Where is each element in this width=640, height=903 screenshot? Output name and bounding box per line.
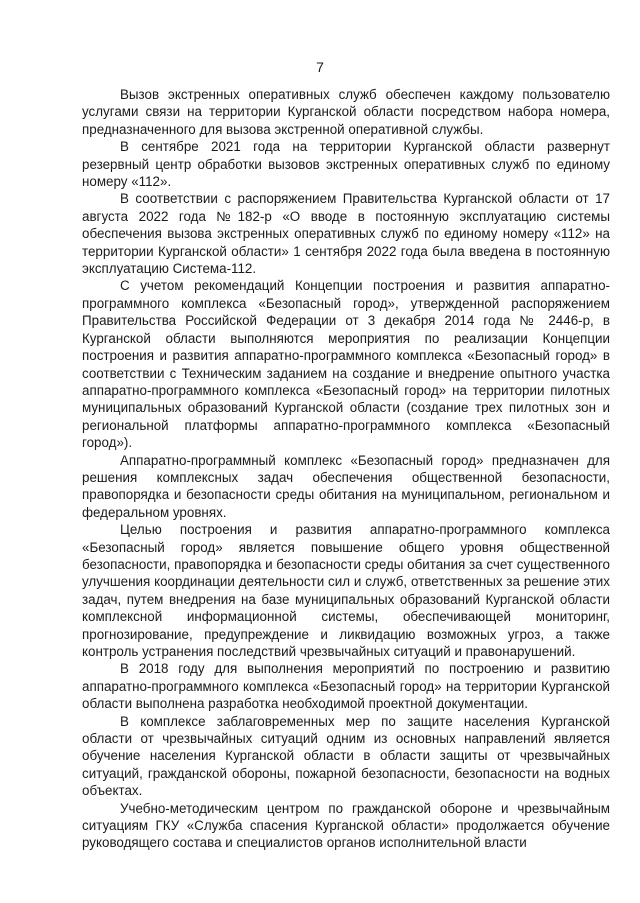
paragraph-project-documentation: В 2018 году для выполнения мероприятий по построению и развитию аппаратно-программного комплекса «Безопасный город» на территории Курганской области выполнена разработка необходимой проектной документации. <box>82 661 610 712</box>
paragraph-emergency-call: Вызов экстренных оперативных служб обеспечен каждому пользователю услугами связи на территории Курганской области посредством набора номера, предназначенного для вызова экстренной оперативной службы. <box>82 87 610 137</box>
paragraph-safe-city-goal: Целью построения и развития аппаратно-программного комплекса «Безопасный город» является повышение общего уровня общественной безопасности, правопорядка и безопасности среды обитания за счет существенного улучшения координации деятельности сил и служб, ответственных за решение этих задач, путем внедрения на базе муниципальных образований Курганской области комплексной информационной системы, обеспечивающей мониторинг, прогнозирование, предупреждение и ликвидацию возможных угроз, а также контроль устранения последствий чрезвычайных ситуаций и правонарушений. <box>82 522 610 659</box>
paragraph-system-112: В соответствии с распоряжением Правительства Курганской области от 17 августа 2022 года №182-р «О вводе в постоянную эксплуатацию системы обеспечения вызова экстренных оперативных служб по единому номеру «112» на территории Курганской области» 1 сентября 2022 года была введена в постоянную эксплуатацию Система-112. <box>82 191 610 277</box>
paragraph-safe-city-purpose: Аппаратно-программный комплекс «Безопасный город» предназначен для решения комплексных задач обеспечения общественной безопасности, правопорядка и безопасности среды обитания на муниципальном, региональном и федеральном уровнях. <box>82 452 610 520</box>
paragraph-training-center: Учебно-методическим центром по гражданской обороне и чрезвычайным ситуациям ГКУ «Служба спасения Курганской области» продолжается обучение руководящего состава и специалистов органов исполнительной власти <box>82 800 610 851</box>
paragraph-reserve-center: В сентябре 2021 года на территории Курганской области развернут резервный центр обработки вызовов экстренных оперативных служб по единому номеру «112». <box>82 139 610 190</box>
paragraph-population-training: В комплексе заблаговременных мер по защите населения Курганской области от чрезвычайных ситуаций одним из основных направлений является обучение населения Курганской области в области защиты от чрезвычайных ситуаций, гражданской обороны, пожарной безопасности, безопасности на водных объектах. <box>82 713 610 799</box>
page-number: 7 <box>316 59 324 75</box>
document-body <box>82 86 610 852</box>
paragraph-safe-city-concept: С учетом рекомендаций Концепции построения и развития аппаратно-программного комплекса «Безопасный город», утвержденной распоряжением Правительства Российской Федерации от 3 декабря 2014 года № 2446-р, в Курганской области выполняются мероприятия по реализации Концепции построения и развития аппаратно-программного комплекса «Безопасный город» в соответствии с Техническим заданием на создание и внедрение опытного участка аппаратно-программного комплекса «Безопасный город» на территории пилотных муниципальных образований Курганской области (создание трех пилотных зон и региональной платформы аппаратно-программного комплекса «Безопасный город»). <box>82 278 610 451</box>
